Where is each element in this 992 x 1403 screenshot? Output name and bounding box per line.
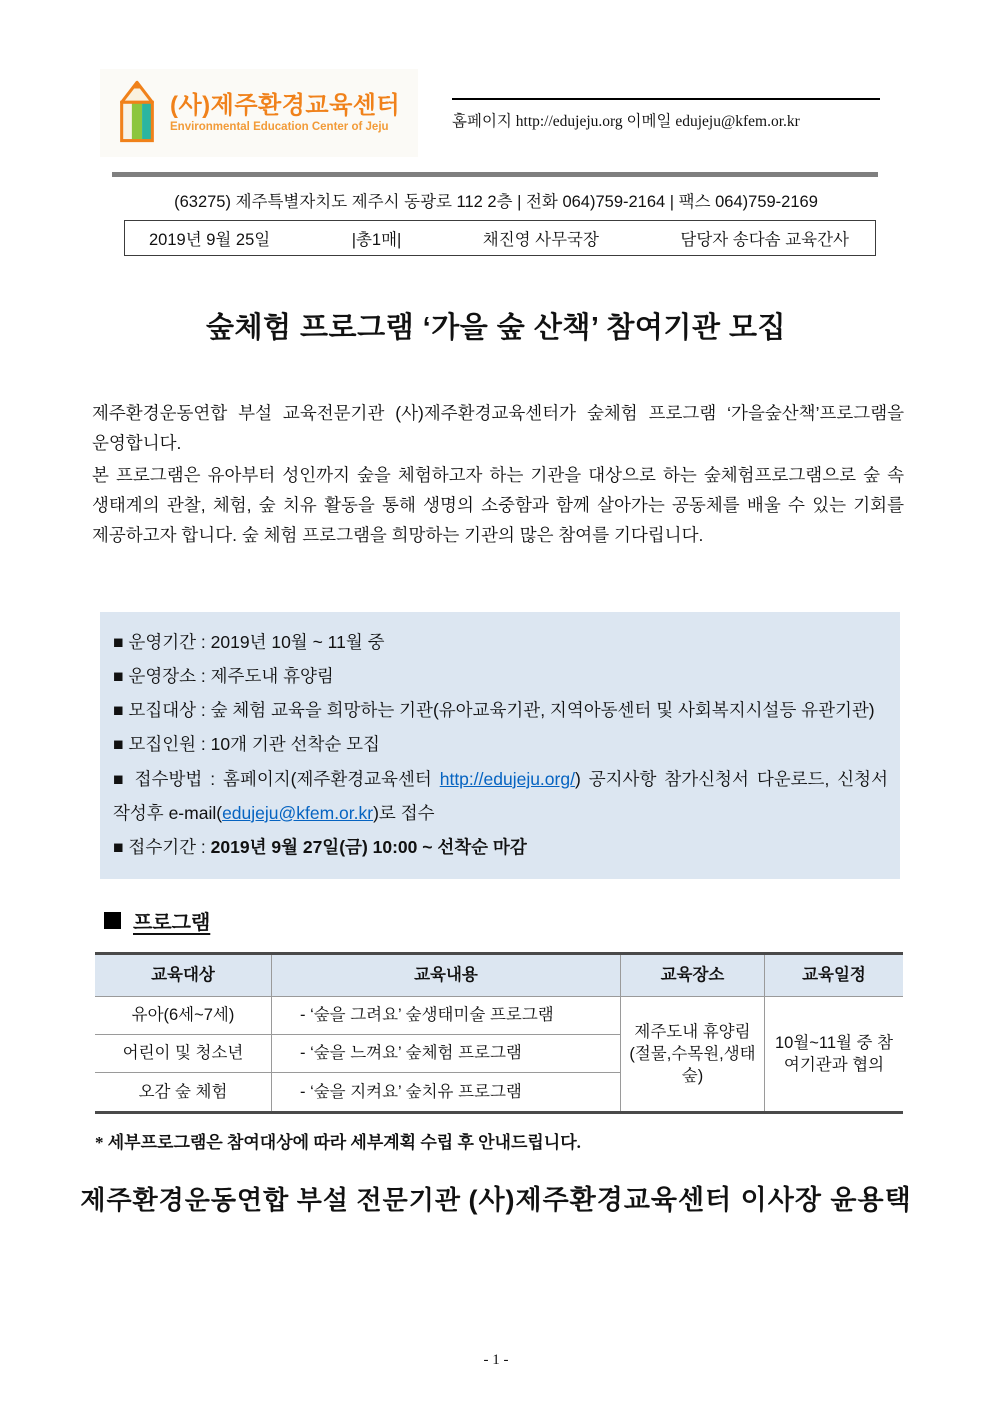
header-divider [112,172,878,177]
program-section-header [104,906,210,935]
table-header-location: 교육장소 [621,955,765,997]
doc-date: 2019년 9월 25일 [149,231,271,249]
doc-pages: |총1매| [351,231,402,249]
table-header-content: 교육내용 [272,955,621,997]
notice-item-deadline [113,830,888,864]
black-square-bullet-icon [104,912,121,929]
notice-item-period: ■ 운영기간 : 2019년 10월 ~ 11월 중 [113,632,385,652]
deadline-value: 2019년 9월 27일(금) 10:00 ~ 선착순 마감 [210,836,527,857]
org-name-kr: (사)제주환경교육센터 [170,91,401,119]
notice-item-place: ■ 운영장소 : 제주도내 휴양림 [113,666,334,687]
notice-item-capacity: ■ 모집인원 : 10개 기관 선착순 모집 [113,734,380,755]
notice-item-target: ■ 모집대상 : 숲 체험 교육을 희망하는 기관(유아교육기관, 지역아동센터 및 사회복지시설등 유관기관) [113,700,875,721]
body-text [92,398,904,552]
table-cell-location-merged: 제주도내 휴양림 (절물,수목원,생태숲) [621,997,765,1111]
signature-name: (사)제주환경교육센터 이사장 윤용택 [468,1185,912,1215]
table-row-content: - ‘숲을 그려요’ 숲생태미술 프로그램 [272,997,621,1035]
program-table [95,952,903,1114]
table-header-target: 교육대상 [95,955,272,997]
page-title: 숲체험 프로그램 ‘가을 숲 산책’ 참여기관 모집 [205,312,787,344]
method-text-1: ■ 접수방법 : 홈페이지(제주환경교육센터 [113,768,440,789]
program-section-label: 프로그램 [133,912,211,934]
contact-line: 홈페이지 http://edujeju.org 이메일 edujeju@kfem.or.kr [452,98,880,131]
table-header-schedule: 교육일정 [765,955,903,997]
notice-box [100,612,900,879]
detail-note: * 세부프로그램은 참여대상에 따라 세부계획 수립 후 안내드립니다. [95,1133,581,1152]
body-paragraph-2: 본 프로그램은 유아부터 성인까지 숲을 체험하고자 하는 기관을 대상으로 하는 숲체험프로그램으로 숲 속 생태계의 관찰, 체험, 숲 치유 활동을 통해 생명의 소중함과 함께 살아가는 공동체를 배울 수 있는 기회를 제공하고자 합니다. 숲 체험 프로그램을 희망하는 기관의 많은 참여를 기다립니다. [92,465,904,546]
email-link[interactable]: edujeju@kfem.or.kr [222,802,374,823]
table-row-target: 어린이 및 청소년 [95,1035,272,1073]
method-text-2: ) 공지사항 참가신청서 다운로드, 신청서 작성후 e-mail( [113,768,888,823]
website-link[interactable]: http://edujeju.org/ [439,768,575,789]
notice-item-method [113,762,888,830]
method-text-3: )로 접수 [373,802,435,823]
org-logo [100,69,418,157]
doc-manager: 채진영 사무국장 [482,231,599,249]
table-row-content: - ‘숲을 느껴요’ 숲체험 프로그램 [272,1035,621,1073]
address-line: (63275) 제주특별자치도 제주시 동광로 112 2층 | 전화 064)759-2164 | 팩스 064)759-2169 [174,193,818,211]
doc-info-box [124,220,876,256]
doc-staff: 담당자 송다솜 교육간사 [680,231,849,249]
signature-org: 제주환경운동연합 부설 전문기관 [80,1186,469,1215]
deadline-label: ■ 접수기간 : [113,836,211,857]
page-number: - 1 - [483,1352,509,1368]
table-cell-schedule-merged: 10월~11월 중 참여기관과 협의 [774,1033,894,1074]
body-paragraph-1: 제주환경운동연합 부설 교육전문기관 (사)제주환경교육센터가 숲체험 프로그램 ‘가을숲산책’프로그램을 운영합니다. [92,403,904,454]
org-name-en: Environmental Education Center of Jeju [170,121,389,134]
signature-line [0,1178,992,1217]
table-row-target: 유아(6세~7세) [95,997,272,1035]
table-row-target: 오감 숲 체험 [95,1073,272,1111]
pencil-logo-icon [114,80,160,146]
org-name-block [170,93,400,133]
table-row-content: - ‘숲을 지켜요’ 숲치유 프로그램 [272,1073,621,1111]
